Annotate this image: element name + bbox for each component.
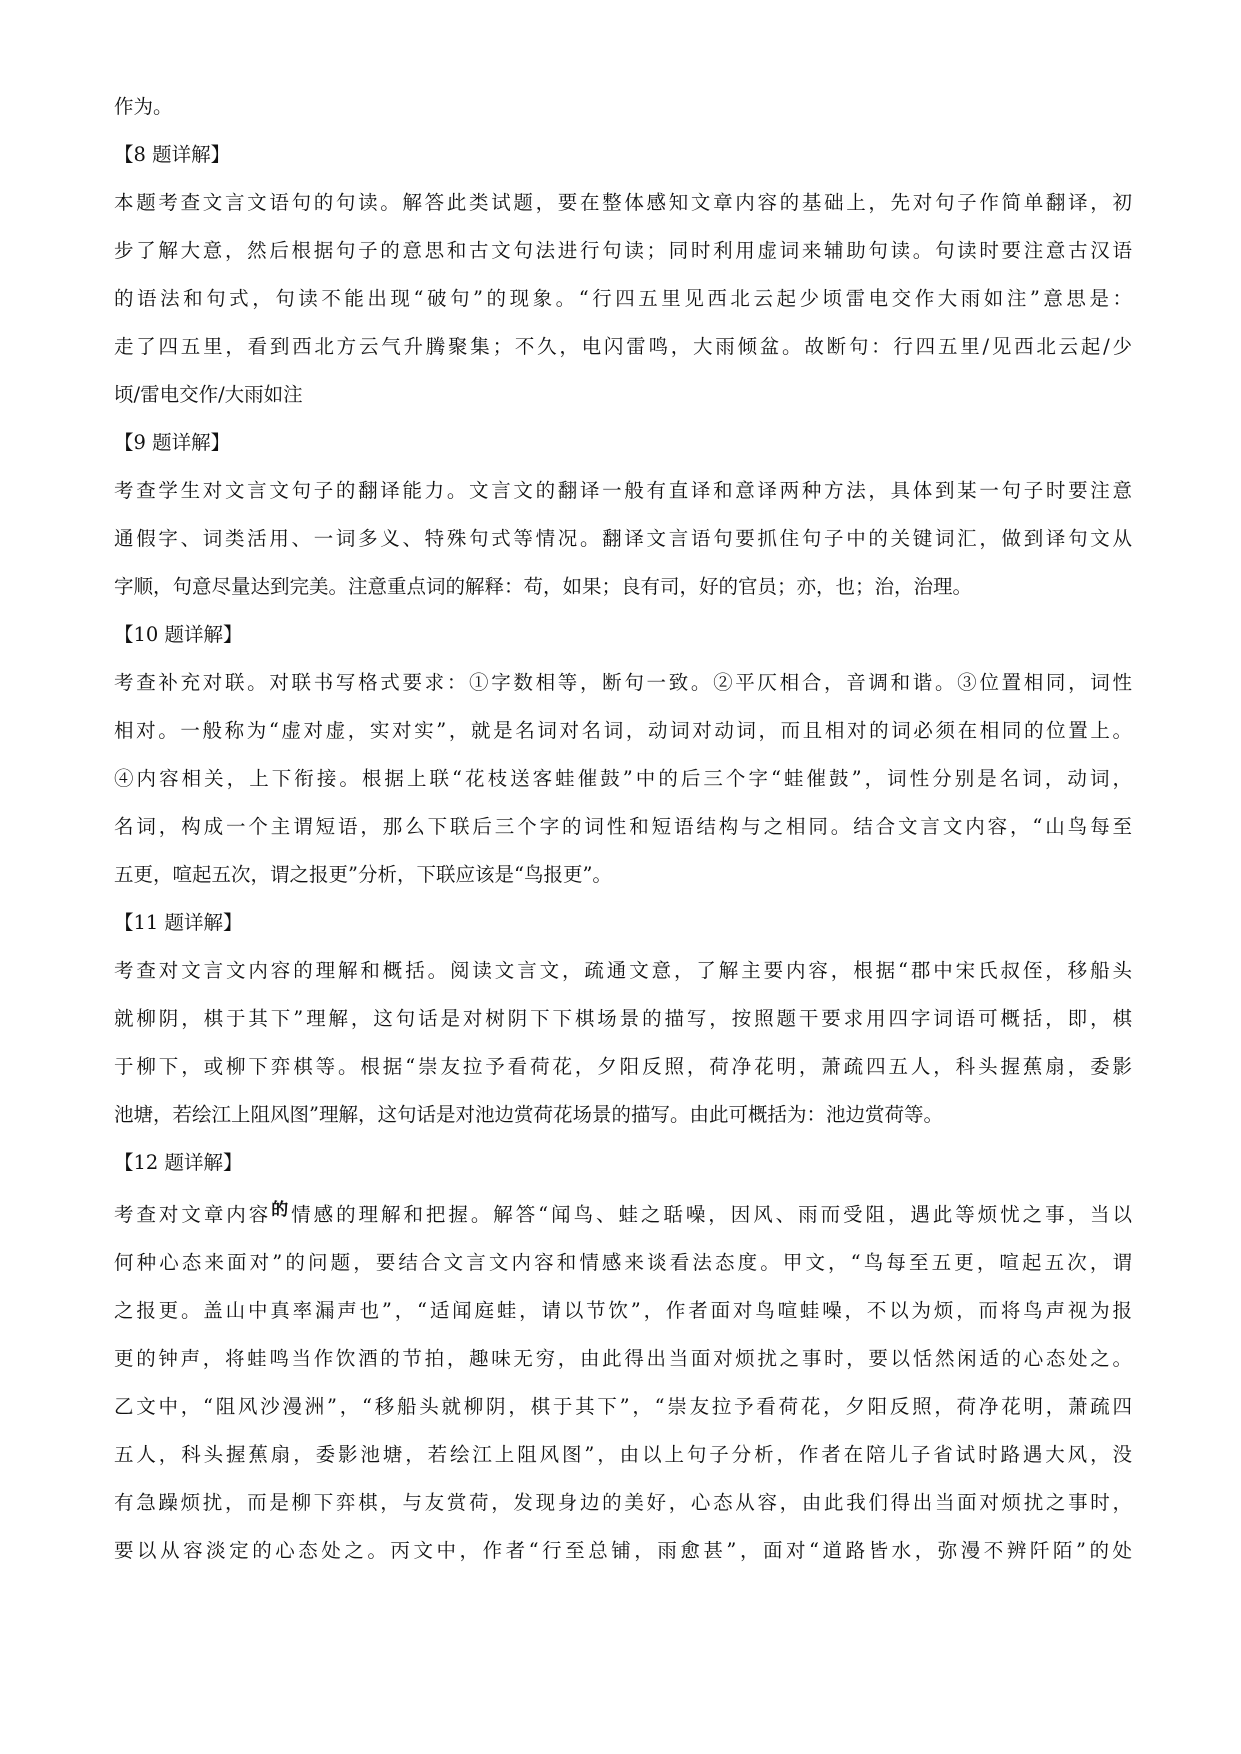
text-line: 名词，构成一个主谓短语，那么下联后三个字的词性和短语结构与之相同。结合文言文内容，“山鸟每至 <box>114 815 1132 838</box>
text-line: 何种心态来面对”的问题，要结合文言文内容和情感来谈看法态度。甲文，“鸟每至五更，喧起五次，谓 <box>114 1251 1132 1274</box>
section-heading-10: 【10 题详解】 <box>114 623 243 646</box>
text-line: 之报更。盖山中真率漏声也”，“适闻庭蛙，请以节饮”，作者面对鸟喧蛙噪，不以为烦，而将鸟声视为报 <box>114 1299 1132 1322</box>
text-line: 考查补充对联。对联书写格式要求：①字数相等，断句一致。②平仄相合，音调和谐。③位置相同，词性 <box>114 671 1132 694</box>
text-fragment: 考查对文章内容 <box>114 1203 272 1226</box>
text-line: 池塘，若绘江上阻风图”理解，这句话是对池边赏荷花场景的描写。由此可概括为：池边赏荷等。 <box>114 1103 943 1126</box>
section-heading-9: 【9 题详解】 <box>114 431 231 454</box>
text-line: 考查对文言文内容的理解和概括。阅读文言文，疏通文意，了解主要内容，根据“郡中宋氏叔侄，移船头 <box>114 959 1132 982</box>
section-heading-12: 【12 题详解】 <box>114 1151 243 1174</box>
text-line: 于柳下，或柳下弈棋等。根据“崇友拉予看荷花，夕阳反照，荷净花明，萧疏四五人，科头握蕉扇，委影 <box>114 1055 1132 1078</box>
text-line: 作为。 <box>114 95 173 118</box>
text-line: 五人，科头握蕉扇，委影池塘，若绘江上阻风图”，由以上句子分析，作者在陪儿子省试时路遇大风，没 <box>114 1443 1132 1466</box>
text-line-mixed <box>114 1200 1132 1231</box>
bold-character: 的 <box>271 1200 292 1220</box>
text-fragment: 情感的理解和把握。解答“闻鸟、蛙之聒噪，因风、雨而受阻，遇此等烦忧之事，当以 <box>291 1203 1132 1226</box>
text-line: 顷/雷电交作/大雨如注 <box>114 383 303 406</box>
text-line: 字顺，句意尽量达到完美。注意重点词的解释：苟，如果；良有司，好的官员；亦，也；治，治理。 <box>114 575 973 598</box>
text-line: 本题考查文言文语句的句读。解答此类试题，要在整体感知文章内容的基础上，先对句子作简单翻译，初 <box>114 191 1132 214</box>
text-line: 五更，喧起五次，谓之报更”分析，下联应该是“鸟报更”。 <box>114 863 612 886</box>
text-line: 步了解大意，然后根据句子的意思和古文句法进行句读；同时利用虚词来辅助句读。句读时要注意古汉语 <box>114 239 1132 262</box>
text-line: 的语法和句式，句读不能出现“破句”的现象。“行四五里见西北云起少顷雷电交作大雨如注”意思是： <box>114 287 1132 310</box>
text-line: 就柳阴，棋于其下”理解，这句话是对树阴下下棋场景的描写，按照题干要求用四字词语可概括，即，棋 <box>114 1007 1132 1030</box>
section-heading-8: 【8 题详解】 <box>114 143 231 166</box>
text-line: 要以从容淡定的心态处之。丙文中，作者“行至总铺，雨愈甚”，面对“道路皆水，弥漫不辨阡陌”的处 <box>114 1539 1132 1562</box>
text-line: 乙文中，“阻风沙漫洲”，“移船头就柳阴，棋于其下”，“崇友拉予看荷花，夕阳反照，荷净花明，萧疏四 <box>114 1395 1132 1418</box>
text-line: 考查学生对文言文句子的翻译能力。文言文的翻译一般有直译和意译两种方法，具体到某一句子时要注意 <box>114 479 1132 502</box>
text-line: 相对。一般称为“虚对虚，实对实”，就是名词对名词，动词对动词，而且相对的词必须在相同的位置上。 <box>114 719 1132 742</box>
text-line: 更的钟声，将蛙鸣当作饮酒的节拍，趣味无穷，由此得出当面对烦扰之事时，要以恬然闲适的心态处之。 <box>114 1347 1132 1370</box>
text-line: 走了四五里，看到西北方云气升腾聚集；不久，电闪雷鸣，大雨倾盆。故断句：行四五里/见西北云起/少 <box>114 335 1132 358</box>
text-line: 有急躁烦扰，而是柳下弈棋，与友赏荷，发现身边的美好，心态从容，由此我们得出当面对烦扰之事时， <box>114 1491 1132 1514</box>
section-heading-11: 【11 题详解】 <box>114 911 243 934</box>
text-line: ④内容相关，上下衔接。根据上联“花枝送客蛙催鼓”中的后三个字“蛙催鼓”，词性分别是名词，动词， <box>114 767 1132 790</box>
text-line: 通假字、词类活用、一词多义、特殊句式等情况。翻译文言语句要抓住句子中的关键词汇，做到译句文从 <box>114 527 1132 550</box>
